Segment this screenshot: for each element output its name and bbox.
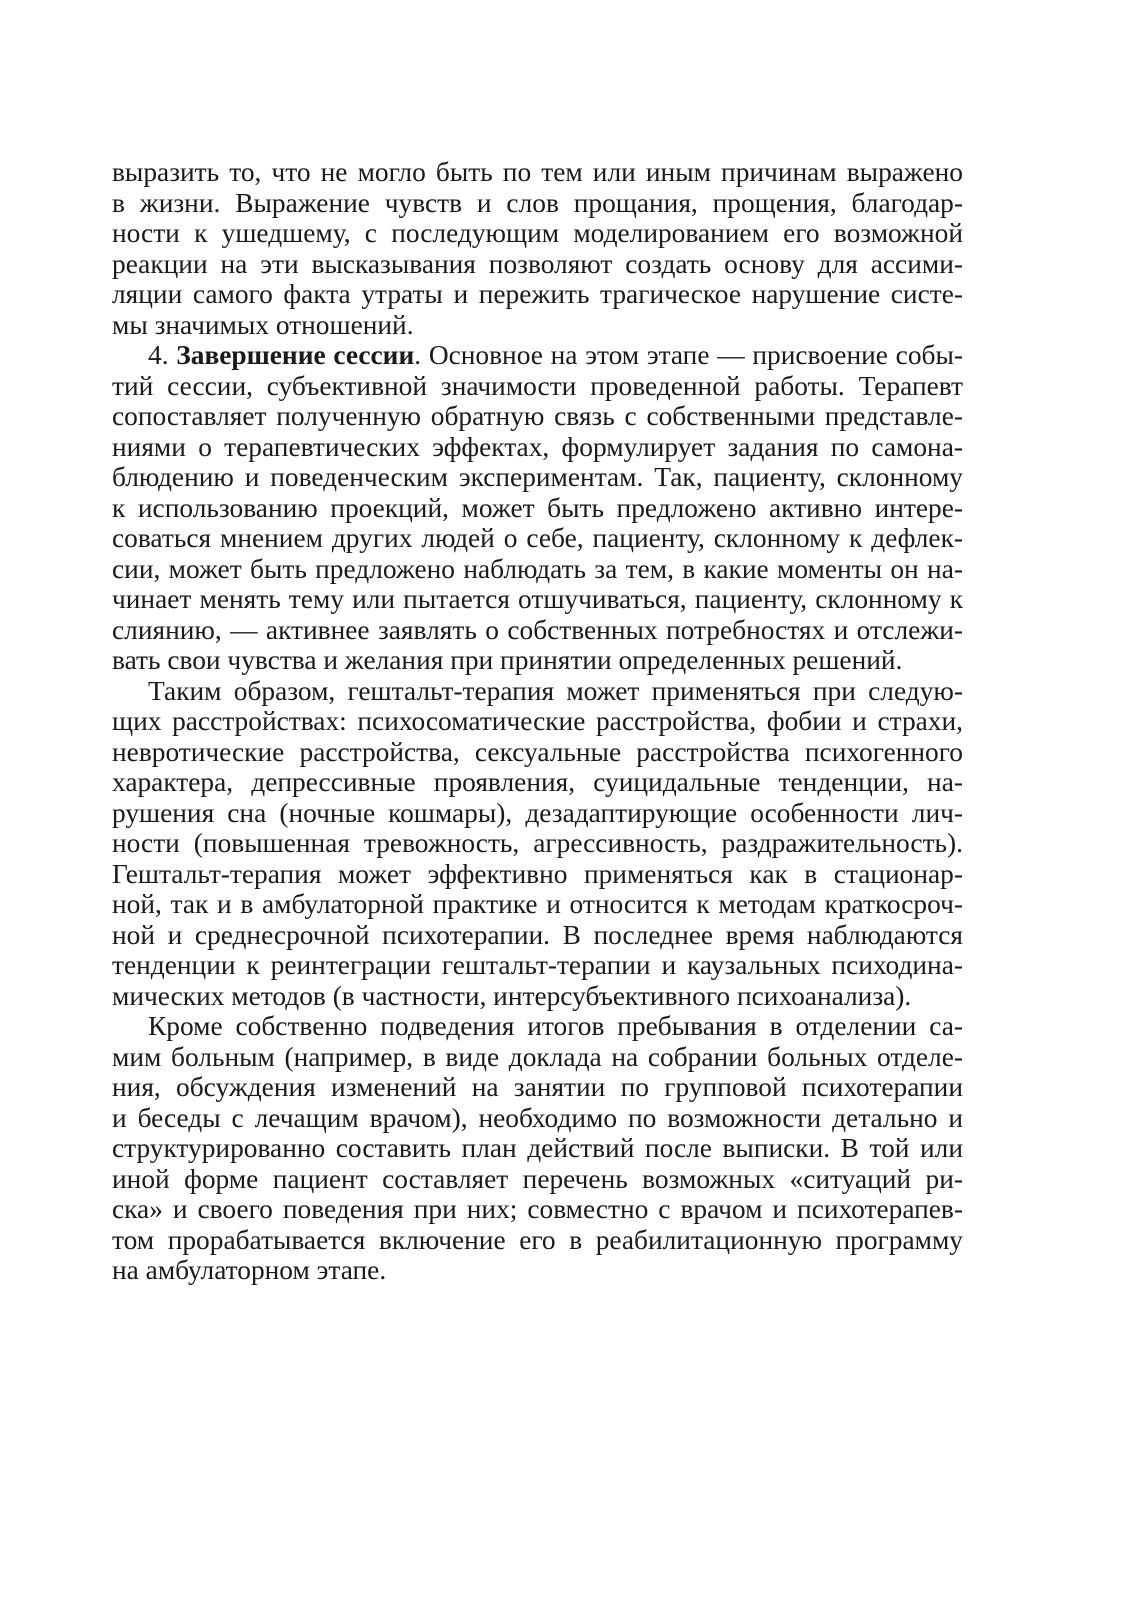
text-line: Кроме собственно подведения итогов пребывания в отделении са- (148, 1011, 963, 1041)
text-line: выразить то, что не могло быть по тем или иным причинам выражено (112, 157, 963, 187)
paragraph-4 (112, 1011, 963, 1286)
step-heading: Завершение сессии (176, 340, 415, 370)
text-line: Таким образом, гештальт-терапия может применяться при следую- (148, 675, 963, 706)
text-line: ниями о терапевтических эффектах, формулирует задания по самона- (112, 431, 963, 462)
text-line: том прорабатывается включение его в реабилитационную программу (112, 1224, 963, 1255)
text-line: чинает менять тему или пытается отшучиваться, пациенту, склонному к (112, 584, 963, 614)
text-line: в жизни. Выражение чувств и слов прощания, прощения, благодар- (112, 187, 963, 218)
text-line: тенденции к реинтеграции гештальт-терапии и каузальных психодина- (112, 950, 963, 980)
paragraph-2 (112, 340, 963, 676)
text-line: мы значимых отношений. (112, 309, 414, 340)
text-line: иной форме пациент составляет перечень возможных «ситуаций ри- (112, 1163, 963, 1194)
text-line: вать свои чувства и желания при принятии определенных решений. (112, 645, 903, 675)
text-line: соваться мнением других людей о себе, пациенту, склонному к дефлек- (112, 523, 963, 553)
text-line: слиянию, — активнее заявлять о собственных потребностях и отслежи- (112, 614, 963, 645)
text-line: на амбулаторном этапе. (112, 1255, 387, 1285)
text-line: ности к ушедшему, с последующим моделированием его возможной (112, 218, 963, 248)
text-line: реакции на эти высказывания позволяют создать основу для ассими- (112, 248, 963, 279)
text-line: сии, может быть предложено наблюдать за тем, в какие моменты он на- (112, 553, 963, 584)
text-line: ляции самого факта утраты и пережить трагическое нарушение систе- (112, 279, 963, 309)
text-line: блюдению и поведенческим экспериментам. Так, пациенту, склонному (112, 462, 963, 492)
text-line: тий сессии, субъективной значимости проведенной работы. Терапевт (112, 370, 963, 401)
text-line: невротические расстройства, сексуальные расстройства психогенного (112, 736, 963, 767)
text-line: ной, так и в амбулаторной практике и относится к методам краткосроч- (112, 889, 963, 919)
text-line: характера, депрессивные проявления, суицидальные тенденции, на- (112, 767, 963, 797)
text-line: ска» и своего поведения при них; совместно с врачом и психотерапев- (112, 1194, 963, 1224)
text-line: структурированно составить план действий после выписки. В той или (112, 1133, 963, 1163)
text-line: сопоставляет полученную обратную связь с собственными представле- (112, 401, 963, 431)
text-line (112, 340, 963, 371)
text-line: и беседы с лечащим врачом), необходимо по возможности детально и (112, 1102, 963, 1133)
step-number: 4. (148, 340, 169, 370)
step-heading-continuation: . Основное на этом этапе — присвоение собы- (414, 340, 963, 370)
text-line: к использованию проекций, может быть предложено активно интере- (112, 492, 963, 523)
paragraph-3 (112, 676, 963, 1012)
text-line: мим больным (например, в виде доклада на собрании больных отделе- (112, 1041, 963, 1072)
text-line: щих расстройствах: психосоматические расстройства, фобии и страхи, (112, 706, 963, 736)
text-line: ной и среднесрочной психотерапии. В последнее время наблюдаются (112, 919, 963, 950)
text-line: ности (повышенная тревожность, агрессивность, раздражительность). (112, 828, 963, 858)
paragraph-1 (112, 157, 963, 340)
text-line: ния, обсуждения изменений на занятии по групповой психотерапии (112, 1072, 963, 1102)
text-line: Гештальт-терапия может эффективно применяться как в стационар- (112, 858, 963, 889)
page-body (112, 157, 963, 1286)
text-line: рушения сна (ночные кошмары), дезадаптирующие особенности лич- (112, 797, 963, 828)
text-line: мических методов (в частности, интерсубъективного психоанализа). (112, 980, 912, 1011)
